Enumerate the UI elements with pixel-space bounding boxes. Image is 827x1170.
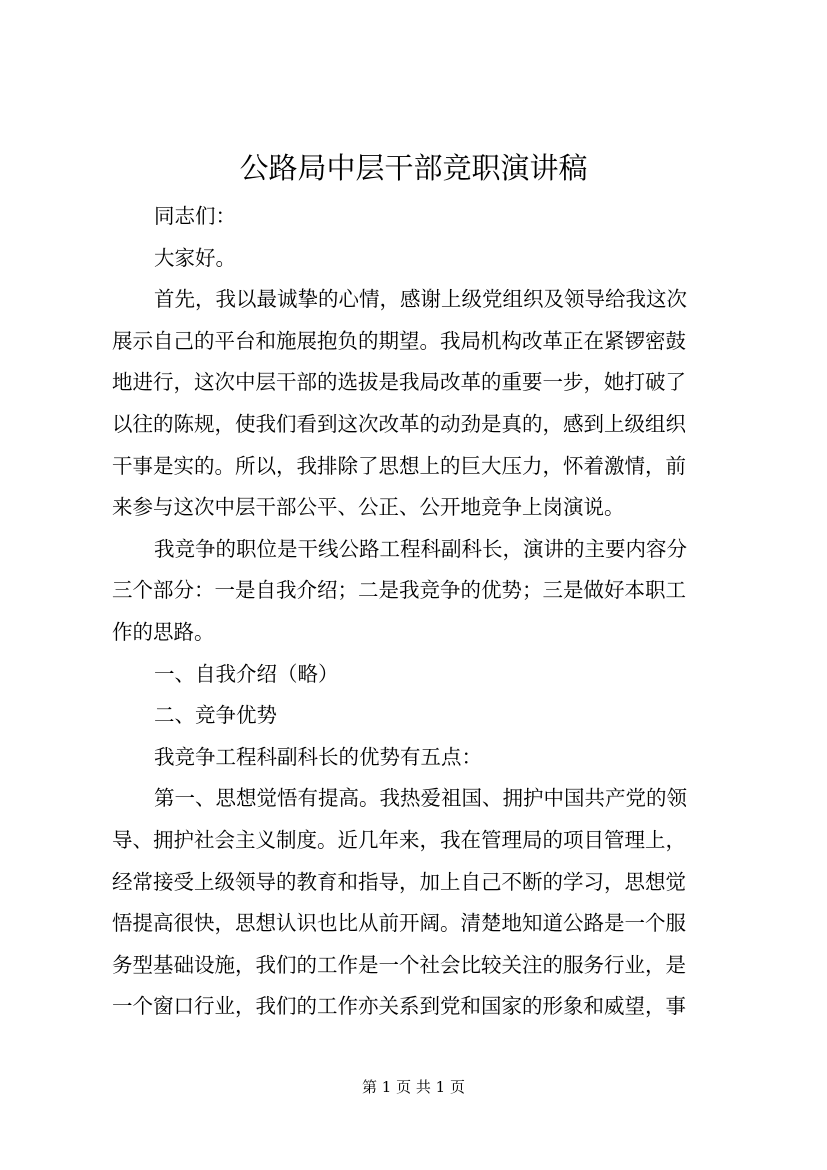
paragraph-line: 大家好。 [154, 245, 236, 270]
paragraph-line: 干事是实的。所以，我排除了思想上的巨大压力，怀着激情，前 [112, 453, 686, 478]
paragraph-line: 首先，我以最诚挚的心情，感谢上级党组织及领导给我这次 [154, 287, 687, 312]
paragraph-line: 经常接受上级领导的教育和指导，加上自己不断的学习，思想觉 [112, 869, 686, 894]
paragraph-line: 务型基础设施，我们的工作是一个社会比较关注的服务行业，是 [112, 952, 686, 977]
paragraph-line: 同志们： [154, 204, 236, 228]
document-title: 公路局中层干部竞职演讲稿 [239, 151, 588, 185]
paragraph-line: 一个窗口行业，我们的工作亦关系到党和国家的形象和威望，事 [112, 994, 686, 1019]
paragraph-line: 悟提高很快，思想认识也比从前开阔。清楚地知道公路是一个服 [112, 911, 686, 936]
paragraph-line: 以往的陈规，使我们看到这次改革的动劲是真的，感到上级组织 [112, 411, 686, 436]
paragraph-line: 我竞争的职位是干线公路工程科副科长，演讲的主要内容分 [154, 536, 687, 561]
paragraph-line: 三个部分：一是自我介绍；二是我竞争的优势；三是做好本职工 [112, 578, 686, 603]
page-footer: 第 1 页 共 1 页 [362, 1078, 465, 1096]
section-heading: 一、自我介绍（略） [154, 661, 339, 686]
paragraph-line: 我竞争工程科副科长的优势有五点： [154, 744, 482, 769]
paragraph-line: 第一、思想觉悟有提高。我热爱祖国、拥护中国共产党的领 [154, 786, 687, 811]
document-body [112, 196, 724, 1028]
section-heading: 二、竞争优势 [154, 703, 277, 728]
paragraph-line: 来参与这次中层干部公平、公正、公开地竞争上岗演说。 [112, 495, 625, 520]
paragraph-line: 地进行，这次中层干部的选拔是我局改革的重要一步，她打破了 [112, 370, 686, 395]
paragraph-line: 作的思路。 [112, 619, 215, 644]
paragraph-line: 展示自己的平台和施展抱负的期望。我局机构改革正在紧锣密鼓 [112, 328, 686, 353]
paragraph-line: 导、拥护社会主义制度。近几年来，我在管理局的项目管理上， [112, 827, 686, 852]
